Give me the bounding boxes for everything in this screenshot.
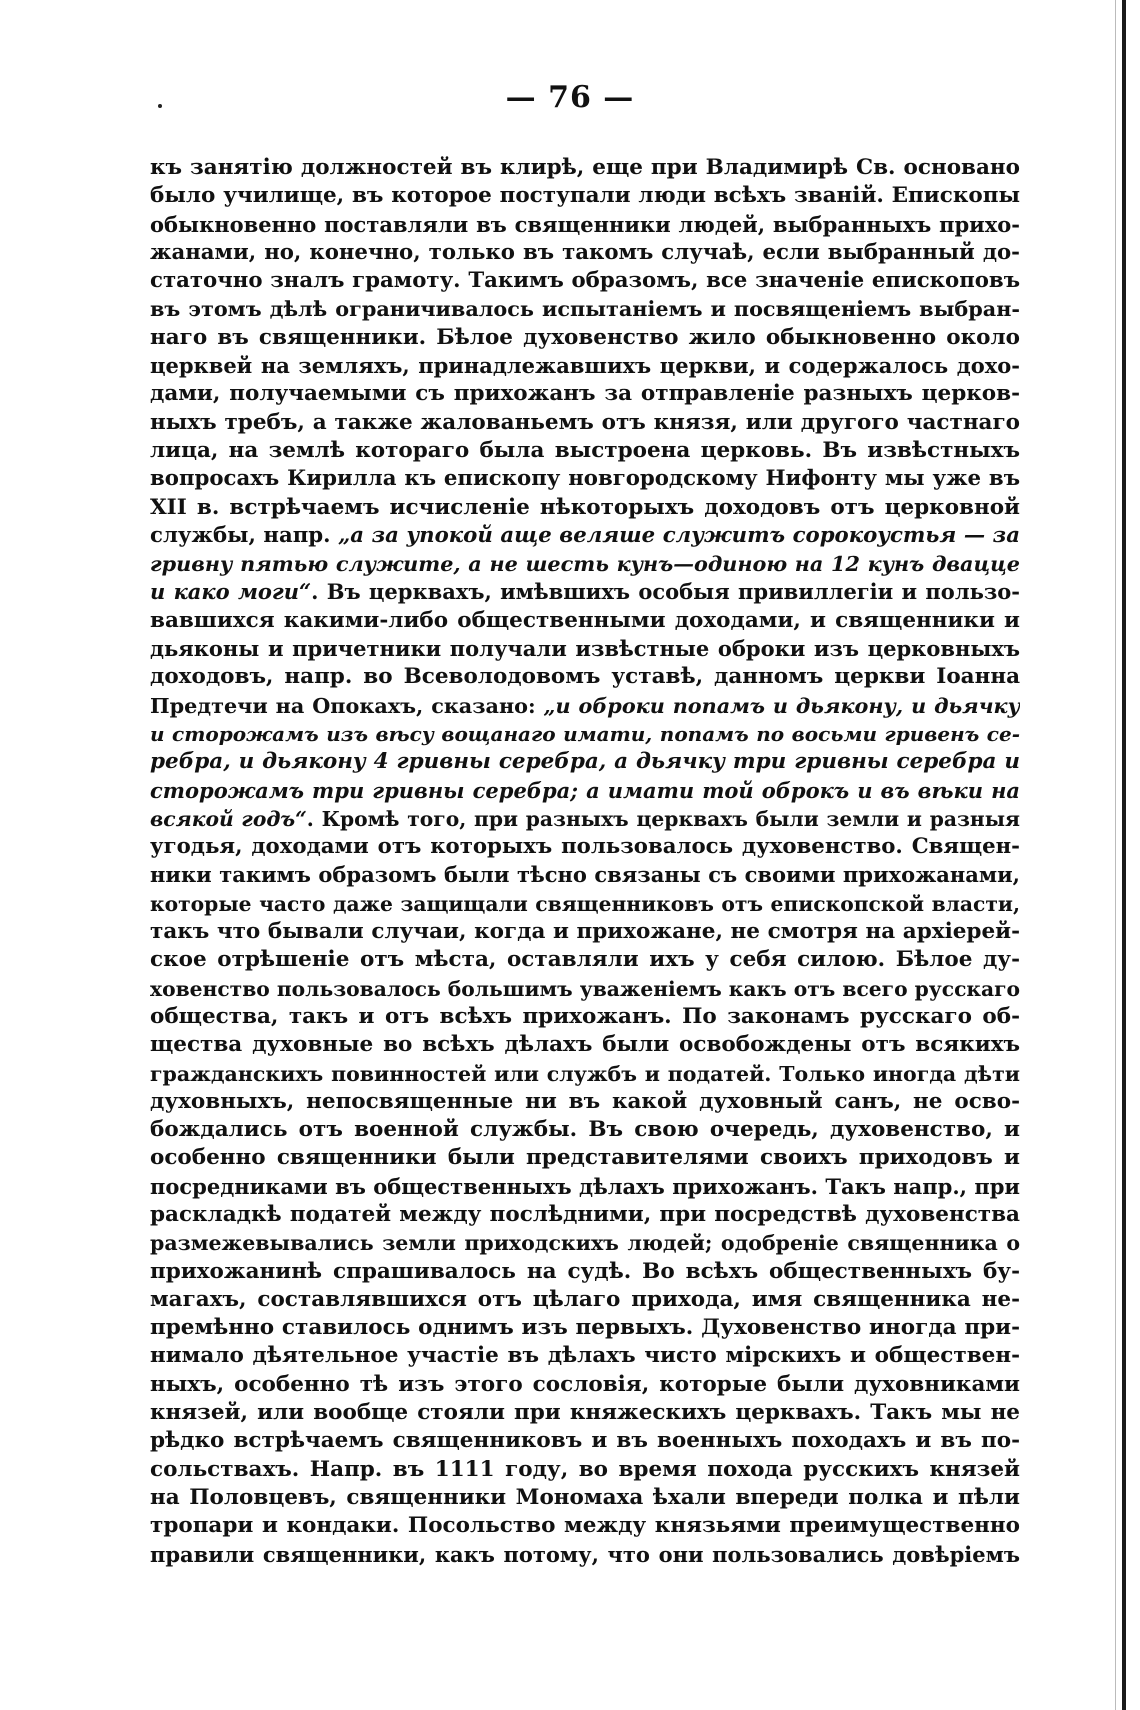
text-line: [150, 182, 1020, 210]
text-segment: угодья, доходами отъ которыхъ пользовалось духовенство. Священ-: [150, 834, 1020, 860]
quoted-text-segment: всякой годъ“: [150, 806, 307, 831]
text-line: [150, 1427, 1020, 1455]
quoted-text-segment: и како моги“: [150, 579, 312, 605]
text-line: [150, 1371, 1020, 1399]
text-segment: дьяконы и причетники получали извѣстные оброки изъ церковныхъ: [150, 636, 1020, 662]
text-line: [150, 409, 1020, 437]
text-segment: статочно зналъ грамоту. Такимъ образомъ, все значеніе епископовъ: [150, 268, 1020, 294]
text-segment: премѣнно ставилось однимъ изъ первыхъ. Духовенство иногда при-: [150, 1315, 1020, 1341]
text-segment: посредниками въ общественныхъ дѣлахъ прихожанъ. Такъ напр., при: [150, 1173, 1020, 1199]
quoted-text-segment: гривну пятью служите, а не шесть кунъ—одиною на 12 кунъ двацце: [150, 552, 1020, 577]
text-segment: Предтечи на Опокахъ, сказано:: [150, 693, 544, 718]
text-line: [150, 267, 1020, 295]
text-line: [150, 522, 1020, 550]
page-edge-shadow: [1115, 0, 1116, 1710]
quoted-text-segment: сторожамъ три гривны серебра; а имати той оброкъ и въ вѣки на: [150, 777, 1020, 803]
text-segment: сольствахъ. Напр. въ 1111 году, во время похода русскихъ князей: [150, 1456, 1020, 1482]
text-segment: духовныхъ, непосвященные ни въ какой духовный санъ, не осво-: [150, 1088, 1020, 1114]
text-line: [150, 578, 1020, 606]
text-line: [150, 324, 1020, 352]
text-line: [150, 1144, 1020, 1172]
quoted-text-segment: ребра, и дьякону 4 гривны серебра, а дьячку три гривны серебра и: [150, 749, 1020, 775]
text-segment: прихожанинѣ спрашивалось на судѣ. Во всѣхъ общественныхъ бу-: [150, 1258, 1020, 1284]
text-segment: нимало дѣятельное участіе въ дѣлахъ чисто мірскихъ и обществен-: [150, 1343, 1020, 1369]
text-line: [150, 805, 1020, 833]
quoted-text-segment: „и оброки попамъ и дьякону, и дьячку: [543, 693, 1020, 718]
page-number: — 76 —: [505, 80, 635, 115]
text-segment: церквей на земляхъ, принадлежавшихъ церкви, и содержалось дохо-: [150, 353, 1020, 379]
body-text: [150, 154, 1020, 1569]
text-line: [150, 465, 1020, 493]
text-line: [150, 777, 1020, 805]
text-line: [150, 890, 1020, 918]
text-segment: особенно священники были представителями своихъ приходовъ и: [150, 1145, 1020, 1171]
text-line: [150, 1399, 1020, 1427]
text-line: [150, 1173, 1020, 1201]
text-line: [150, 1286, 1020, 1314]
text-segment: общества, такъ и отъ всѣхъ прихожанъ. По законамъ русскаго об-: [150, 1003, 1020, 1029]
text-line: [150, 1088, 1020, 1116]
text-segment: тропари и кондаки. Посольство между князьями преимущественно: [150, 1513, 1020, 1539]
text-segment: службы, напр.: [150, 522, 339, 548]
text-line: [150, 607, 1020, 635]
page-edge-line: [1122, 0, 1126, 1710]
text-segment: такъ что бывали случаи, когда и прихожане, не смотря на архіерей-: [150, 919, 1020, 945]
text-segment: дами, получаемыми съ прихожанъ за отправленіе разныхъ церков-: [150, 381, 1020, 407]
text-line: [150, 380, 1020, 408]
text-line: [150, 1484, 1020, 1512]
text-segment: было училище, въ которое поступали люди всѣхъ званій. Епископы: [150, 183, 1020, 209]
text-line: [150, 494, 1020, 522]
text-segment: на Половцевъ, священники Мономаха ѣхали впереди полка и пѣли: [150, 1484, 1020, 1510]
text-line: [150, 692, 1020, 720]
quoted-text-segment: и сторожамъ изъ вѣсу вощанаго имати, попамъ по восьми гривенъ се-: [150, 721, 1020, 746]
text-segment: ныхъ требъ, а также жалованьемъ отъ князя, или другого частнаго: [150, 409, 1020, 435]
text-segment: ское отрѣшеніе отъ мѣста, оставляли ихъ у себя силою. Бѣлое ду-: [150, 947, 1020, 973]
text-segment: доходовъ, напр. во Всеволодовомъ уставѣ, данномъ церкви Іоанна: [150, 664, 1020, 690]
text-line: [150, 1060, 1020, 1088]
text-line: [150, 1456, 1020, 1484]
text-segment: . Въ церквахъ, имѣвшихъ особыя привиллегіи и пользо-: [311, 579, 1020, 605]
text-line: [150, 1116, 1020, 1144]
text-line: [150, 239, 1020, 267]
text-line: [150, 1342, 1020, 1370]
text-segment: гражданскихъ повинностей или службъ и податей. Только иногда дѣти: [150, 1061, 1020, 1086]
text-segment: XII в. встрѣчаемъ исчисленіе нѣкоторыхъ доходовъ отъ церковной: [150, 494, 1020, 520]
text-segment: размежевывались земли приходскихъ людей; одобреніе священника о: [150, 1231, 1020, 1256]
text-segment: лица, на землѣ котораго была выстроена церковь. Въ извѣстныхъ: [150, 437, 1020, 463]
text-line: [150, 1512, 1020, 1540]
text-line: [150, 1003, 1020, 1031]
text-segment: которые часто даже защищали священниковъ отъ епископской власти,: [150, 891, 1020, 916]
quoted-text-segment: „а за упокой аще веляше служитъ сорокоустья — за: [338, 522, 1020, 548]
text-line: [150, 437, 1020, 465]
text-line: [150, 975, 1020, 1003]
text-segment: раскладкѣ податей между послѣдними, при посредствѣ духовенства: [150, 1201, 1020, 1227]
text-segment: щества духовные во всѣхъ дѣлахъ были освобождены отъ всякихъ: [150, 1032, 1020, 1058]
text-line: [150, 352, 1020, 380]
text-segment: обыкновенно поставляли въ священники людей, выбранныхъ прихо-: [150, 211, 1020, 237]
text-line: [150, 748, 1020, 776]
text-segment: вавшихся какими-либо общественными доходами, и священники и: [150, 607, 1020, 633]
text-segment: . Кромѣ того, при разныхъ церквахъ были земли и разныя: [306, 806, 1020, 831]
text-segment: рѣдко встрѣчаемъ священниковъ и въ военныхъ походахъ и въ по-: [150, 1428, 1020, 1454]
text-line: [150, 1258, 1020, 1286]
text-segment: наго въ священники. Бѣлое духовенство жило обыкновенно около: [150, 324, 1020, 350]
text-line: [150, 295, 1020, 323]
text-segment: князей, или вообще стояли при княжескихъ церквахъ. Такъ мы не: [150, 1400, 1020, 1426]
text-segment: ховенство пользовалось большимъ уваженіемъ какъ отъ всего русскаго: [150, 976, 1020, 1001]
text-line: [150, 663, 1020, 691]
text-line: [150, 1229, 1020, 1257]
text-segment: въ этомъ дѣлѣ ограничивалось испытаніемъ и посвященіемъ выбран-: [150, 297, 1020, 322]
text-line: [150, 635, 1020, 663]
text-line: [150, 861, 1020, 889]
text-line: [150, 1031, 1020, 1059]
text-line: [150, 918, 1020, 946]
text-segment: ники такимъ образомъ были тѣсно связаны съ своими прихожанами,: [150, 862, 1020, 888]
text-line: [150, 833, 1020, 861]
text-line: [150, 1201, 1020, 1229]
text-line: [150, 720, 1020, 748]
text-segment: бождались отъ военной службы. Въ свою очередь, духовенство, и: [150, 1117, 1020, 1143]
text-line: [150, 1314, 1020, 1342]
text-line: [150, 550, 1020, 578]
text-segment: правили священники, какъ потому, что они пользовались довѣріемъ: [150, 1541, 1020, 1567]
text-segment: къ занятію должностей въ клирѣ, еще при Владимирѣ Св. основано: [150, 155, 1020, 180]
text-line: [150, 946, 1020, 974]
text-segment: жанами, но, конечно, только въ такомъ случаѣ, если выбранный до-: [150, 239, 1020, 265]
text-segment: ныхъ, особенно тѣ изъ этого сословія, которые были духовниками: [150, 1371, 1020, 1397]
text-segment: вопросахъ Кирилла къ епископу новгородскому Нифонту мы уже въ: [150, 466, 1020, 492]
text-line: [150, 211, 1020, 239]
text-line: [150, 154, 1020, 182]
text-line: [150, 1541, 1020, 1569]
text-segment: магахъ, составлявшихся отъ цѣлаго прихода, имя священника не-: [150, 1286, 1020, 1312]
